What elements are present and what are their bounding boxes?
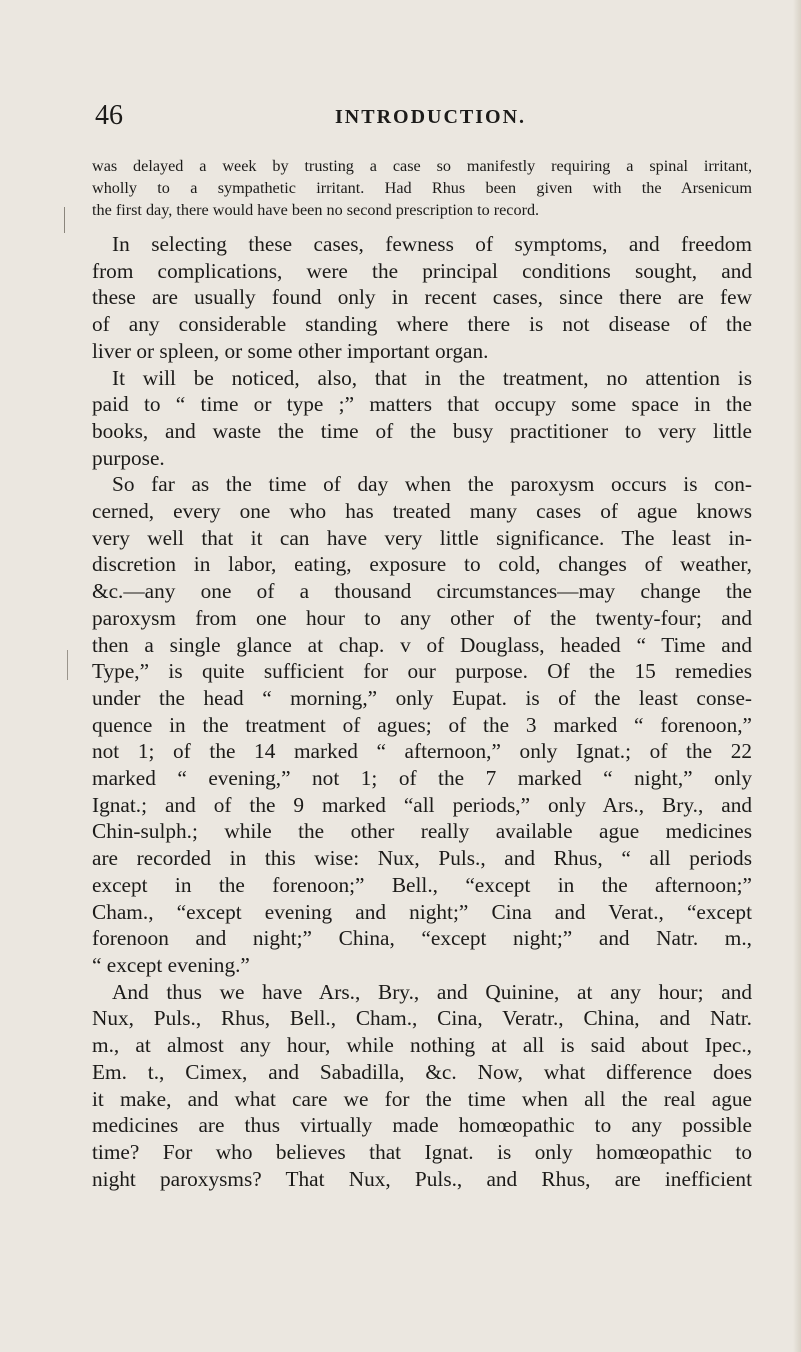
text-line: except in the forenoon;” Bell., “except in the afternoon;” [92,872,752,897]
text-line: these are usually found only in recent cases, since there are few [92,285,752,310]
text-line: liver or spleen, or some other important organ. [92,338,489,363]
text-line: &c.—any one of a thousand circumstances—may change the [92,579,752,604]
text-line: very well that it can have very little significance. The least in- [92,525,752,550]
text-line: quence in the treatment of agues; of the 3 marked “ forenoon,” [92,712,752,737]
text-line: not 1; of the 14 marked “ afternoon,” only Ignat.; of the 22 [92,739,752,764]
text-line: Type,” is quite sufficient for our purpose. Of the 15 remedies [92,659,752,684]
text-line: forenoon and night;” China, “except night;” and Natr. m., [92,926,752,951]
text-line: of any considerable standing where there is not disease of the [92,312,752,337]
text-line: “ except evening.” [92,952,250,977]
text-line: marked “ evening,” not 1; of the 7 marked “ night,” only [92,766,752,791]
page-number: 46 [95,100,123,131]
text-line: are recorded in this wise: Nux, Puls., and Rhus, “ all periods [92,846,752,871]
text-line: under the head “ morning,” only Eupat. is of the least conse- [92,685,752,710]
text-line: from complications, were the principal conditions sought, and [92,258,752,283]
continued-paragraph [92,155,752,221]
text-line: wholly to a sympathetic irritant. Had Rhus been given with the Arsenicum [92,179,752,197]
text-line: books, and waste the time of the busy practitioner to very little [92,418,752,443]
text-line: paid to “ time or type ;” matters that occupy some space in the [92,392,752,417]
paragraph-time-of-day [92,471,752,978]
running-title: INTRODUCTION. [335,106,527,128]
text-line: paroxysm from one hour to any other of the twenty-four; and [92,605,752,630]
text-line: Em. t., Cimex, and Sabadilla, &c. Now, what difference does [92,1059,752,1084]
paragraph-time-or-type [92,365,752,472]
text-line: time? For who believes that Ignat. is only homœopathic to [92,1139,752,1164]
text-line: In selecting these cases, fewness of symptoms, and freedom [112,232,752,256]
text-line: medicines are thus virtually made homœopathic to any possible [92,1113,752,1138]
text-line: then a single glance at chap. v of Douglass, headed “ Time and [92,632,752,657]
paragraph-selecting-cases [92,231,752,365]
text-line: Nux, Puls., Rhus, Bell., Cham., Cina, Veratr., China, and Natr. [92,1006,752,1031]
text-line: cerned, every one who has treated many cases of ague knows [92,499,752,524]
margin-mark [64,207,65,233]
text-line: m., at almost any hour, while nothing at all is said about Ipec., [92,1033,752,1058]
margin-mark [67,650,68,680]
text-line: Ignat.; and of the 9 marked “all periods,” only Ars., Bry., and [92,792,752,817]
text-line: it make, and what care we for the time when all the real ague [92,1086,752,1111]
text-line: Chin-sulph.; while the other really available ague medicines [92,819,752,844]
paragraph-any-hour [92,979,752,1193]
text-line: purpose. [92,445,165,470]
page-edge-shadow [793,0,801,1352]
text-line: And thus we have Ars., Bry., and Quinine, at any hour; and [112,979,752,1004]
text-line: was delayed a week by trusting a case so manifestly requiring a spinal irritant, [92,157,752,175]
text-line: discretion in labor, eating, exposure to cold, changes of weather, [92,552,752,577]
text-line: night paroxysms? That Nux, Puls., and Rhus, are inefficient [92,1166,752,1191]
text-line: Cham., “except evening and night;” Cina and Verat., “except [92,899,752,924]
main-text [92,231,752,1192]
text-line: So far as the time of day when the paroxysm occurs is con- [112,472,752,497]
text-line: It will be noticed, also, that in the treatment, no attention is [112,365,752,390]
text-line: the first day, there would have been no second prescription to record. [92,201,540,219]
